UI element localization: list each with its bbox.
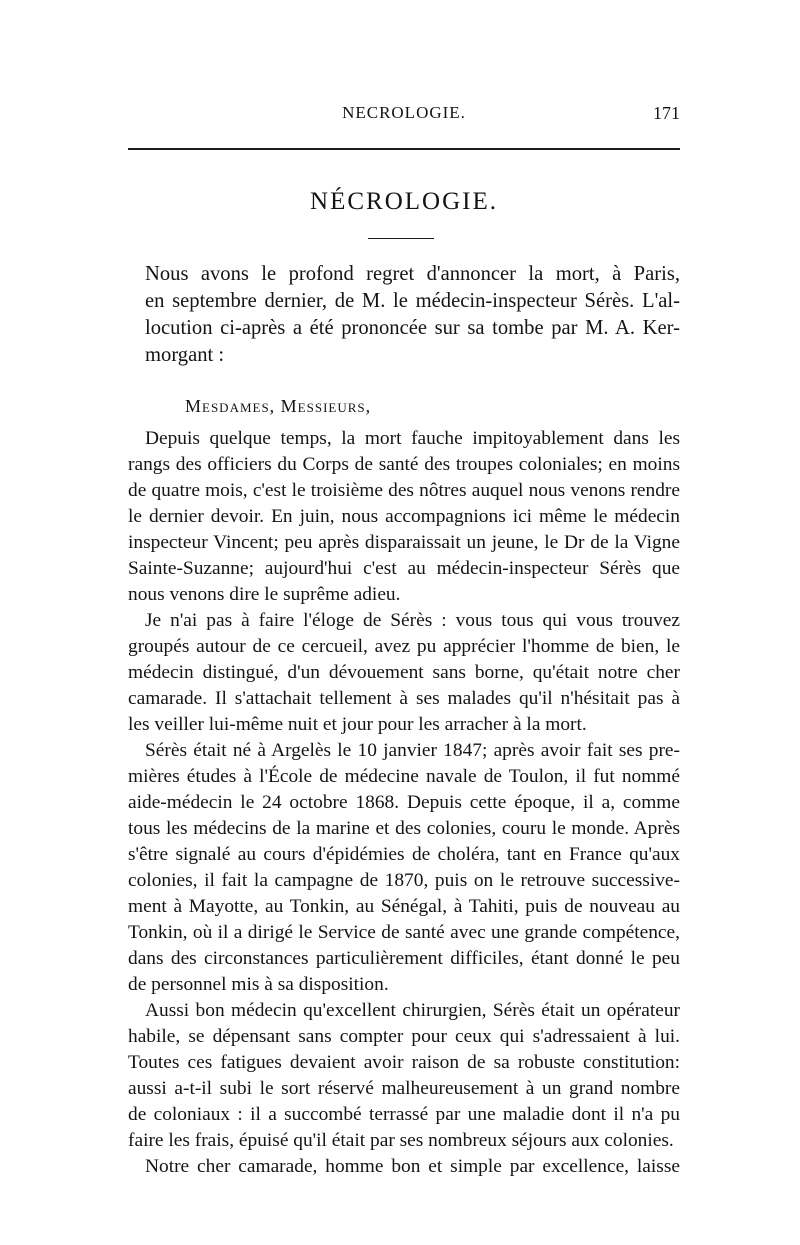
paragraph-line: inspecteur Vincent; peu après disparaissait un jeune, le Dr de la Vigne xyxy=(128,532,680,553)
page-title: NÉCROLOGIE. xyxy=(310,188,498,215)
paragraph-line: Toutes ces fatigues devaient avoir raison de sa robuste constitution: xyxy=(128,1052,680,1073)
paragraph-line: de coloniaux : il a succombé terrassé par une maladie dont il n'a pu xyxy=(128,1104,680,1125)
paragraph-line: aide-médecin le 24 octobre 1868. Depuis cette époque, il a, comme xyxy=(128,792,680,813)
paragraph-line: colonies, il fait la campagne de 1870, puis on le retrouve successive- xyxy=(128,870,680,891)
salutation: Mesdames, Messieurs, xyxy=(185,396,372,416)
running-title: NECROLOGIE. xyxy=(342,103,466,122)
paragraph-line: de personnel mis à sa disposition. xyxy=(128,974,389,995)
paragraph-line: de quatre mois, c'est le troisième des nôtres auquel nous venons rendre xyxy=(128,480,680,501)
speech-body xyxy=(128,426,680,1180)
paragraph-line: les veiller lui-même nuit et jour pour les arracher à la mort. xyxy=(128,714,587,735)
paragraph-first-line: Notre cher camarade, homme bon et simple par excellence, laisse xyxy=(145,1156,680,1177)
paragraph-first-line: Aussi bon médecin qu'excellent chirurgien, Sérès était un opérateur xyxy=(145,1000,680,1021)
intro-line: Nous avons le profond regret d'annoncer la mort, à Paris, xyxy=(145,263,680,285)
paragraph-line: tous les médecins de la marine et des colonies, couru le monde. Après xyxy=(128,818,680,839)
paragraph-line: médecin distingué, d'un dévouement sans borne, qu'était notre cher xyxy=(128,662,680,683)
intro-line: locution ci-après a été prononcée sur sa tombe par M. A. Ker- xyxy=(145,317,680,339)
paragraph-first-line: Je n'ai pas à faire l'éloge de Sérès : vous tous qui vous trouvez xyxy=(145,610,680,631)
intro-line: morgant : xyxy=(145,344,225,366)
paragraph-line: dans des circonstances particulièrement difficiles, étant donné le peu xyxy=(128,948,680,969)
title-rule xyxy=(368,238,434,239)
running-header xyxy=(128,103,680,129)
paragraph-line: Tonkin, où il a dirigé le Service de santé avec une grande compétence, xyxy=(128,922,680,943)
paragraph-line: rangs des officiers du Corps de santé des troupes coloniales; en moins xyxy=(128,454,680,475)
paragraph-first-line: Sérès était né à Argelès le 10 janvier 1847; après avoir fait ses pre- xyxy=(145,740,680,761)
paragraph-line: le dernier devoir. En juin, nous accompagnions ici même le médecin xyxy=(128,506,680,527)
paragraph-line: nous venons dire le suprême adieu. xyxy=(128,584,401,605)
paragraph-line: s'être signalé au cours d'épidémies de choléra, tant en France qu'aux xyxy=(128,844,680,865)
paragraph-line: habile, se dépensant sans compter pour ceux qui s'adressaient à lui. xyxy=(128,1026,680,1047)
paragraph-line: ment à Mayotte, au Tonkin, au Sénégal, à Tahiti, puis de nouveau au xyxy=(128,896,680,917)
paragraph-line: Sainte-Suzanne; aujourd'hui c'est au médecin-inspecteur Sérès que xyxy=(128,558,680,579)
paragraph-line: camarade. Il s'attachait tellement à ses malades qu'il n'hésitait pas à xyxy=(128,688,680,709)
intro-paragraph xyxy=(145,261,680,369)
paragraph-line: aussi a-t-il subi le sort réservé malheureusement à un grand nombre xyxy=(128,1078,680,1099)
intro-line: en septembre dernier, de M. le médecin-inspecteur Sérès. L'al- xyxy=(145,290,680,312)
paragraph-line: groupés autour de ce cercueil, avez pu apprécier l'homme de bien, le xyxy=(128,636,680,657)
page-number: 171 xyxy=(653,103,680,123)
header-rule xyxy=(128,148,680,150)
paragraph-line: faire les frais, épuisé qu'il était par ses nombreux séjours aux colonies. xyxy=(128,1130,674,1151)
paragraph-first-line: Depuis quelque temps, la mort fauche impitoyablement dans les xyxy=(145,428,680,449)
paragraph-line: mières études à l'École de médecine navale de Toulon, il fut nommé xyxy=(128,766,680,787)
